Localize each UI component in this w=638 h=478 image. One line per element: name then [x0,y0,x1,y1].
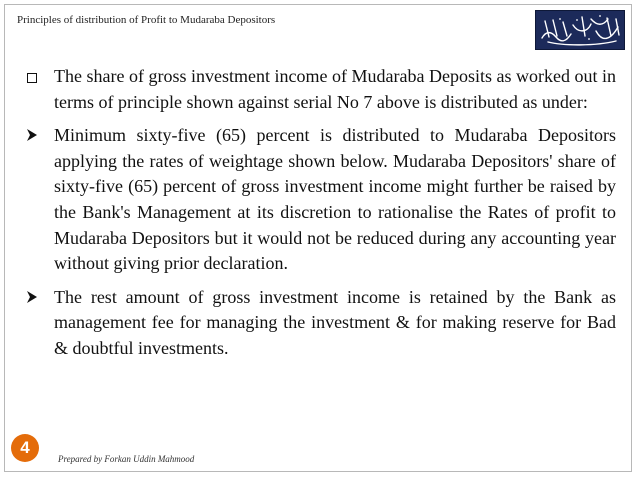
calligraphy-logo-icon [535,10,625,50]
bullet-item-management-fee [24,285,616,362]
prepared-by-footer: Prepared by Forkan Uddin Mahmood [58,454,195,464]
bullet-text: The rest amount of gross investment income is retained by the Bank as management fee for managing the investment & for making reserve for Bad & doubtful investments. [54,286,616,358]
bullet-text: The share of gross investment income of Mudaraba Deposits as worked out in terms of principle shown against serial No 7 above is distributed as under: [54,66,616,112]
bullet-item-distribution-share [24,64,616,115]
bullet-list [24,64,616,370]
slide-header-title: Principles of distribution of Profit to Mudaraba Depositors [17,14,276,26]
page-number-badge: 4 [11,434,39,462]
bullet-item-sixty-five-percent [24,123,616,277]
arrow-bullet-icon [24,123,54,149]
bullet-text: Minimum sixty-five (65) percent is distributed to Mudaraba Depositors applying the rates of weightage shown below. Mudaraba Depositors' share of sixty-five (65) percent of gross investment income might further be raised by the Bank's Management at its discretion to rationalise the Rates of profit to Mudaraba Depositors but it would not be reduced during any accounting year without giving prior declaration. [54,125,616,274]
arrow-bullet-icon [24,285,54,311]
square-bullet-icon [24,64,54,90]
